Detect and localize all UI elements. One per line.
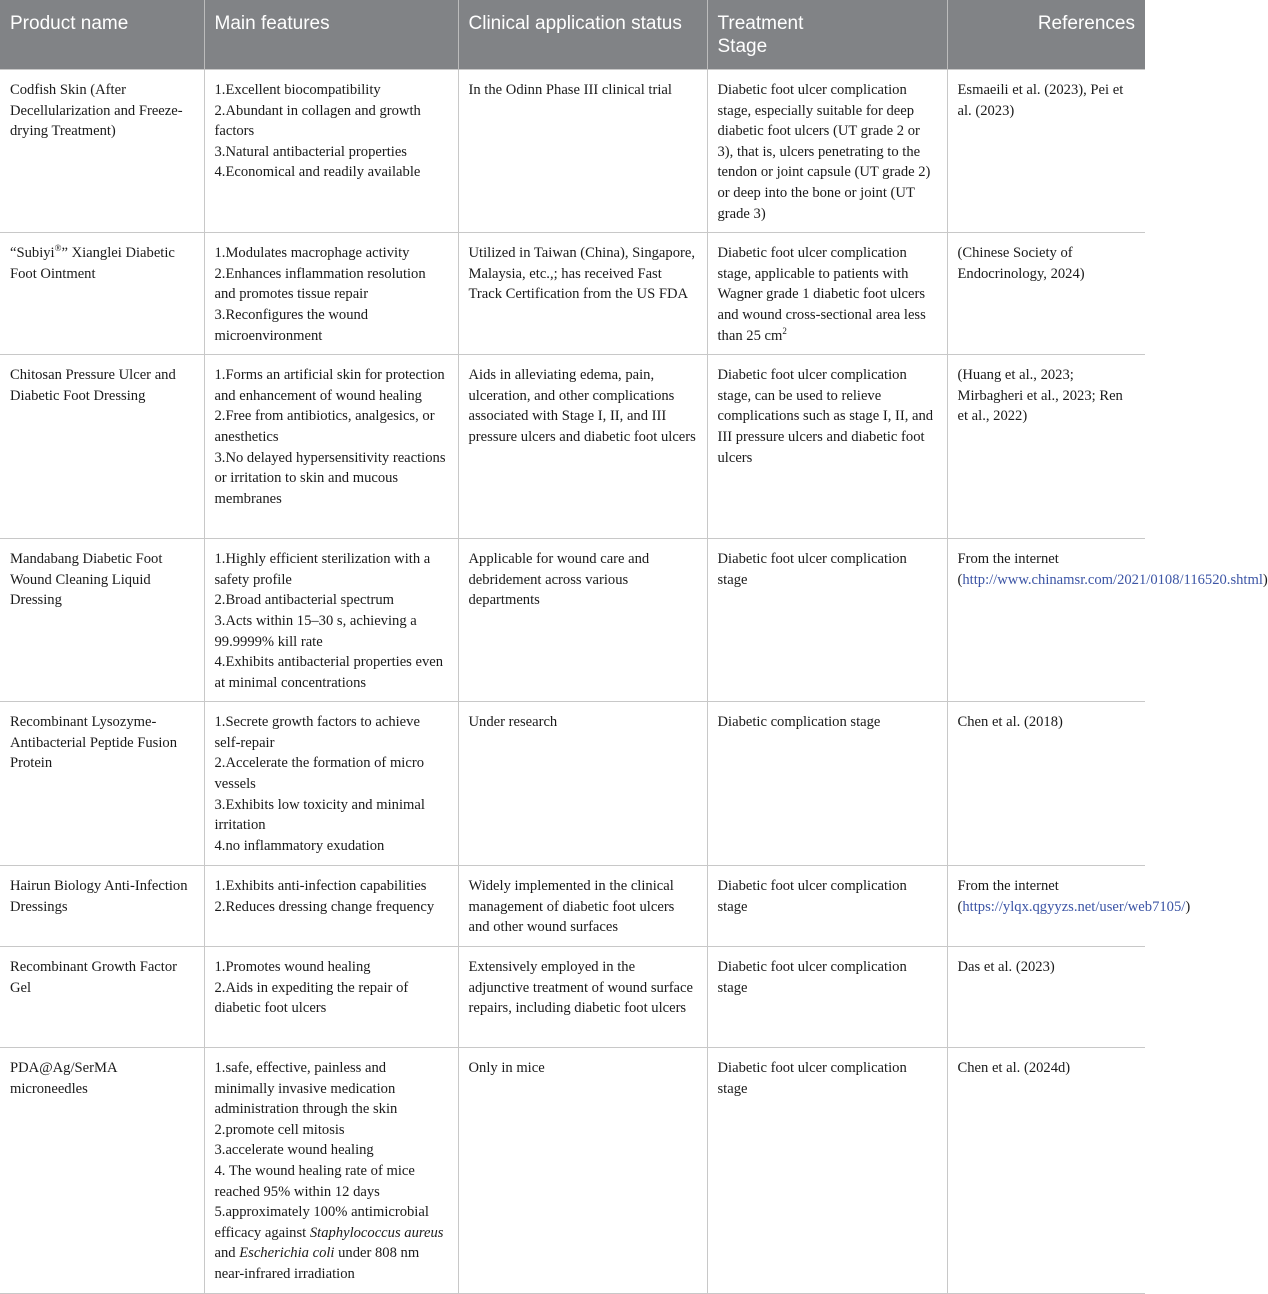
feature-item: 3.No delayed hypersensitivity reactions or irritation to skin and mucous membranes (214, 449, 446, 507)
table-row (0, 233, 1145, 355)
feature-item: 2.promote cell mitosis (214, 1121, 345, 1138)
feature-item: 3.Natural antibacterial properties (214, 143, 407, 160)
product-name-cell: Recombinant Lysozyme-Antibacterial Peptide Fusion Protein (0, 702, 204, 866)
reference-cell: Das et al. (2023) (947, 947, 1145, 1048)
header-row (0, 0, 1145, 70)
treatment-stage-cell: Diabetic foot ulcer complication stage (707, 1048, 947, 1294)
feature-item: 4.Economical and readily available (214, 164, 421, 181)
treatment-stage-cell: Diabetic foot ulcer complication stage, applicable to patients with Wagner grade 1 diabetic foot ulcers and wound cross-sectional area less than 25 $cm^2$ (707, 233, 947, 355)
reference-cell: (Huang et al., 2023; Mirbagheri et al., 2023; Ren et al., 2022) (947, 355, 1145, 539)
feature-item: 1.Modulates macrophage activity (214, 245, 410, 262)
product-name-cell: Chitosan Pressure Ulcer and Diabetic Foot Dressing (0, 355, 204, 539)
product-name-cell: PDA@Ag/SerMA microneedles (0, 1048, 204, 1294)
treatment-stage-cell: Diabetic foot ulcer complication stage (707, 866, 947, 947)
product-name-cell: Codfish Skin (After Decellularization and Freeze-drying Treatment) (0, 70, 204, 233)
table-row (0, 355, 1145, 539)
product-name-cell: “Subiyi®” Xianglei Diabetic Foot Ointment (0, 233, 204, 355)
feature-item: 1.Excellent biocompatibility (214, 82, 381, 98)
feature-item: 1.Promotes wound healing (214, 959, 371, 976)
feature-item: 3.Reconfigures the wound microenvironment (214, 306, 369, 344)
clinical-status-cell: In the Odinn Phase III clinical trial (458, 70, 707, 233)
feature-item: 1.Secrete growth factors to achieve self-repair (214, 714, 420, 751)
reference-cell: Chen et al. (2024d) (947, 1048, 1145, 1294)
reference-cell: (Chinese Society of Endocrinology, 2024) (947, 233, 1145, 355)
features-cell (204, 702, 458, 866)
header-main-features: Main features (204, 0, 458, 70)
header-treatment-stage: Treatment Stage (707, 0, 947, 70)
reference-cell: Esmaeili et al. (2023), Pei et al. (2023) (947, 70, 1145, 233)
header-product-name: Product name (0, 0, 204, 70)
feature-item: 1.Exhibits anti-infection capabilities (214, 878, 427, 895)
feature-item: 4.no inflammatory exudation (214, 837, 385, 854)
product-name-cell: Hairun Biology Anti-Infection Dressings (0, 866, 204, 947)
table-row (0, 539, 1145, 702)
product-name-cell: Mandabang Diabetic Foot Wound Cleaning Liquid Dressing (0, 539, 204, 702)
features-cell (204, 70, 458, 233)
feature-item: 2.Free from antibiotics, analgesics, or anesthetics (214, 408, 435, 445)
features-cell (204, 1048, 458, 1294)
feature-item: 1.Highly efficient sterilization with a safety profile (214, 551, 431, 588)
feature-item: 5.approximately 100% antimicrobial efficacy against Staphylococcus aureus and Escherichia coli under 808 nm near-infrared irradiation (214, 1204, 444, 1282)
treatment-stage-cell: Diabetic complication stage (707, 702, 947, 866)
feature-item: 3.Exhibits low toxicity and minimal irritation (214, 796, 425, 834)
treatment-stage-cell: Diabetic foot ulcer complication stage, can be used to relieve complications such as stage I, II, and III pressure ulcers and diabetic foot ulcers (707, 355, 947, 539)
features-cell (204, 539, 458, 702)
feature-item: 3.Acts within 15–30 s, achieving a 99.9999% kill rate (214, 612, 417, 650)
feature-item: 2.Enhances inflammation resolution and promotes tissue repair (214, 265, 426, 303)
clinical-status-cell: Under research (458, 702, 707, 866)
reference-link[interactable]: https://ylqx.qgyyzs.net/user/web7105/ (962, 898, 1186, 915)
table-row (0, 947, 1145, 1048)
table-row (0, 866, 1145, 947)
treatment-stage-cell: Diabetic foot ulcer complication stage (707, 539, 947, 702)
feature-item: 4. The wound healing rate of mice reached 95% within 12 days (214, 1163, 415, 1200)
features-cell (204, 866, 458, 947)
reference-cell: From the internet (http://www.chinamsr.com/2021/0108/116520.shtml) (947, 539, 1145, 702)
product-name-cell: Recombinant Growth Factor Gel (0, 947, 204, 1048)
clinical-status-cell: Extensively employed in the adjunctive treatment of wound surface repairs, including diabetic foot ulcers (458, 947, 707, 1048)
feature-item: 2.Aids in expediting the repair of diabetic foot ulcers (214, 979, 409, 1017)
features-cell (204, 355, 458, 539)
clinical-status-cell: Aids in alleviating edema, pain, ulceration, and other complications associated with Stage I, II, and III pressure ulcers and diabetic foot ulcers (458, 355, 707, 539)
clinical-status-cell: Widely implemented in the clinical management of diabetic foot ulcers and other wound surfaces (458, 866, 707, 947)
reference-link[interactable]: http://www.chinamsr.com/2021/0108/116520.shtml (962, 571, 1263, 588)
features-cell (204, 233, 458, 355)
feature-item: 2.Accelerate the formation of micro vessels (214, 755, 424, 793)
clinical-status-cell: Utilized in Taiwan (China), Singapore, Malaysia, etc.,; has received Fast Track Certification from the US FDA (458, 233, 707, 355)
feature-item: 4.Exhibits antibacterial properties even at minimal concentrations (214, 654, 444, 691)
treatment-stage-cell: Diabetic foot ulcer complication stage (707, 947, 947, 1048)
feature-item: 1.Forms an artificial skin for protection and enhancement of wound healing (214, 367, 445, 404)
reference-cell: Chen et al. (2018) (947, 702, 1145, 866)
clinical-status-cell: Applicable for wound care and debridement across various departments (458, 539, 707, 702)
reference-cell: From the internet (https://ylqx.qgyyzs.net/user/web7105/) (947, 866, 1145, 947)
table-row (0, 1048, 1145, 1294)
table-row (0, 70, 1145, 233)
feature-item: 1.safe, effective, painless and minimally invasive medication administration through the skin (214, 1060, 398, 1118)
feature-item: 2.Reduces dressing change frequency (214, 898, 435, 915)
feature-item: 2.Abundant in collagen and growth factors (214, 102, 421, 140)
feature-item: 2.Broad antibacterial spectrum (214, 592, 395, 609)
header-references: References (947, 0, 1145, 70)
treatment-stage-cell: Diabetic foot ulcer complication stage, especially suitable for deep diabetic foot ulcers (UT grade 2 or 3), that is, ulcers penetrating to the tendon or joint capsule (UT grade 2) or deep into the bone or joint (UT grade 3) (707, 70, 947, 233)
feature-item: 3.accelerate wound healing (214, 1142, 374, 1159)
header-clinical-status: Clinical application status (458, 0, 707, 70)
features-cell (204, 947, 458, 1048)
clinical-status-cell: Only in mice (458, 1048, 707, 1294)
table-row (0, 702, 1145, 866)
